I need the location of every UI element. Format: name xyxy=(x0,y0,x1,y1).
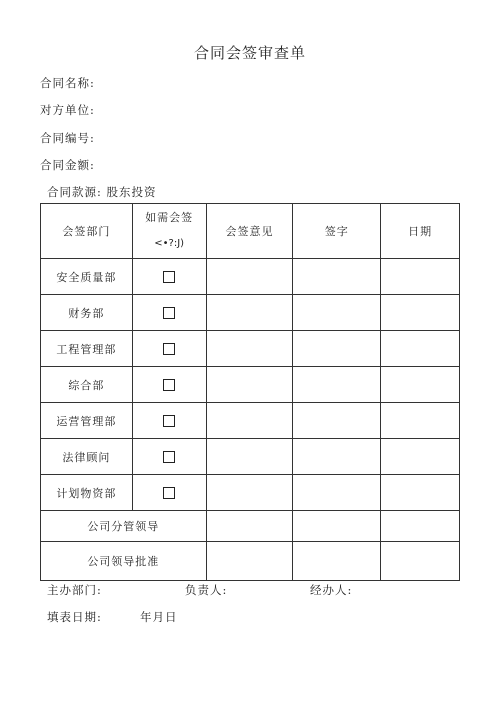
table-row xyxy=(41,259,460,295)
date-cell[interactable] xyxy=(381,295,460,331)
dept-name: 安全质量部 xyxy=(41,259,133,295)
counterparty-field: 对方单位: xyxy=(40,103,95,117)
signature-cell[interactable] xyxy=(293,295,381,331)
table-row xyxy=(41,331,460,367)
date-cell[interactable] xyxy=(381,439,460,475)
contract-name-field: 合同名称: xyxy=(40,76,95,90)
contract-amount-field: 合同金额: xyxy=(40,158,95,172)
dept-name: 综合部 xyxy=(41,367,133,403)
date-cell[interactable] xyxy=(381,475,460,511)
opinion-cell[interactable] xyxy=(206,542,293,581)
header-countersign-label: 如需会签 xyxy=(145,211,194,224)
date-cell[interactable] xyxy=(381,542,460,581)
dept-name: 运营管理部 xyxy=(41,403,133,439)
signature-cell[interactable] xyxy=(293,439,381,475)
dept-name: 工程管理部 xyxy=(41,331,133,367)
opinion-cell[interactable] xyxy=(206,403,293,439)
document-title: 合同会签审查单 xyxy=(193,44,306,62)
opinion-cell[interactable] xyxy=(206,439,293,475)
signature-cell[interactable] xyxy=(293,259,381,295)
funding-source-field: 合同款源: 股东投资 xyxy=(47,185,157,199)
header-countersign-sub: <•?:J) xyxy=(154,238,185,249)
opinion-cell[interactable] xyxy=(206,511,293,542)
leader-row xyxy=(41,511,460,542)
header-opinion: 会签意见 xyxy=(206,204,293,259)
countersign-table xyxy=(40,203,460,581)
table-row xyxy=(41,439,460,475)
countersign-checkbox-cell xyxy=(132,331,206,367)
leader-row-label: 公司分管领导 xyxy=(41,511,207,542)
checkbox[interactable] xyxy=(163,379,175,391)
signature-cell[interactable] xyxy=(293,542,381,581)
countersign-checkbox-cell xyxy=(132,259,206,295)
opinion-cell[interactable] xyxy=(206,295,293,331)
contract-number-field: 合同编号: xyxy=(40,131,95,145)
countersign-checkbox-cell xyxy=(132,295,206,331)
opinion-cell[interactable] xyxy=(206,259,293,295)
fill-date-field: 填表日期: xyxy=(47,610,102,624)
header-dept: 会签部门 xyxy=(41,204,133,259)
opinion-cell[interactable] xyxy=(206,331,293,367)
table-header-row xyxy=(41,204,460,259)
dept-name: 财务部 xyxy=(41,295,133,331)
header-countersign xyxy=(132,204,206,259)
fill-date-format: 年月日 xyxy=(140,610,178,624)
countersign-checkbox-cell xyxy=(132,475,206,511)
checkbox[interactable] xyxy=(163,487,175,499)
countersign-checkbox-cell xyxy=(132,367,206,403)
table-row xyxy=(41,475,460,511)
host-dept-field: 主办部门: xyxy=(47,583,102,597)
countersign-checkbox-cell xyxy=(132,403,206,439)
checkbox[interactable] xyxy=(163,451,175,463)
checkbox[interactable] xyxy=(163,415,175,427)
checkbox[interactable] xyxy=(163,271,175,283)
date-cell[interactable] xyxy=(381,511,460,542)
date-cell[interactable] xyxy=(381,403,460,439)
date-cell[interactable] xyxy=(381,259,460,295)
countersign-checkbox-cell xyxy=(132,439,206,475)
responsible-person-field: 负责人: xyxy=(185,583,228,597)
opinion-cell[interactable] xyxy=(206,475,293,511)
table-row xyxy=(41,403,460,439)
signature-cell[interactable] xyxy=(293,403,381,439)
signature-cell[interactable] xyxy=(293,475,381,511)
checkbox[interactable] xyxy=(163,307,175,319)
table-row xyxy=(41,295,460,331)
dept-name: 计划物资部 xyxy=(41,475,133,511)
header-date: 日期 xyxy=(381,204,460,259)
signature-cell[interactable] xyxy=(293,367,381,403)
date-cell[interactable] xyxy=(381,331,460,367)
signature-cell[interactable] xyxy=(293,331,381,367)
date-cell[interactable] xyxy=(381,367,460,403)
handler-field: 经办人: xyxy=(310,583,353,597)
table-row xyxy=(41,367,460,403)
dept-name: 法律顾问 xyxy=(41,439,133,475)
signature-cell[interactable] xyxy=(293,511,381,542)
checkbox[interactable] xyxy=(163,343,175,355)
leader-row-label: 公司领导批准 xyxy=(41,542,207,581)
header-signature: 签字 xyxy=(293,204,381,259)
leader-row xyxy=(41,542,460,581)
opinion-cell[interactable] xyxy=(206,367,293,403)
